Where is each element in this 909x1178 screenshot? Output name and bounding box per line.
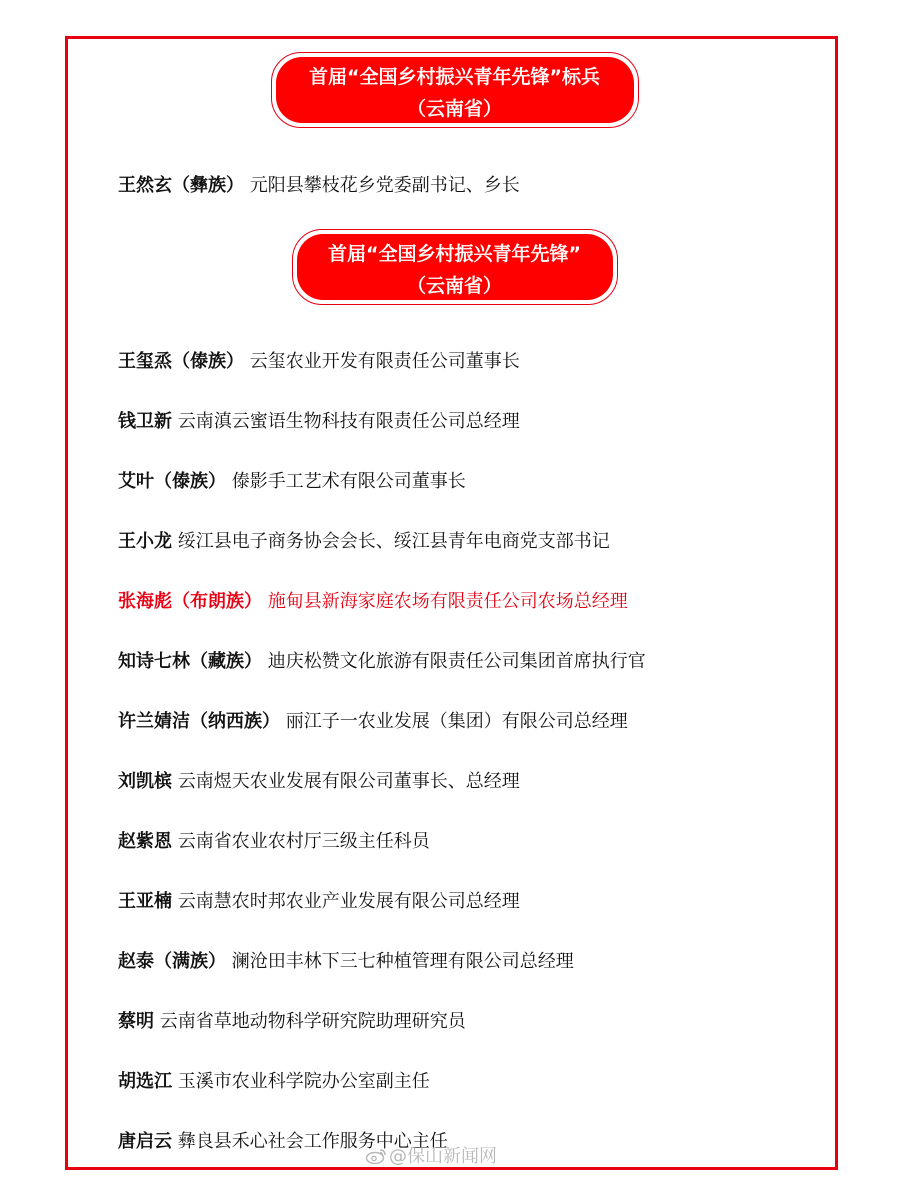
list-item [118, 530, 610, 554]
banner-biaobing-title: 首届“全国乡村振兴青年先锋”标兵 [309, 66, 600, 88]
person-name: 刘凯槟 [118, 771, 172, 792]
person-name: 赵泰（满族） [118, 951, 226, 972]
person-name: 王然玄（彝族） [118, 175, 244, 196]
person-name: 王小龙 [118, 531, 172, 552]
person-name: 蔡明 [118, 1011, 154, 1032]
list-item [118, 650, 646, 674]
person-title: 傣影手工艺术有限公司董事长 [231, 471, 466, 492]
person-title: 云南慧农时邦农业产业发展有限公司总经理 [177, 891, 520, 912]
person-title: 元阳县攀枝花乡党委副书记、乡长 [249, 175, 520, 196]
person-name: 胡选江 [118, 1071, 172, 1092]
person-title: 云玺农业开发有限责任公司董事长 [249, 351, 520, 372]
person-name: 知诗七林（藏族） [118, 651, 262, 672]
person-title: 绥江县电子商务协会会长、绥江县青年电商党支部书记 [177, 531, 610, 552]
person-title: 迪庆松赞文化旅游有限责任公司集团首席执行官 [267, 651, 646, 672]
banner-pioneers-subtitle: （云南省） [406, 275, 502, 297]
banner-biaobing-subtitle: （云南省） [406, 98, 502, 120]
list-item [118, 770, 520, 794]
person-title: 澜沧田丰林下三七种植管理有限公司总经理 [231, 951, 574, 972]
person-name: 唐启云 [118, 1131, 172, 1152]
list-item [118, 950, 574, 974]
person-title: 丽江子一农业发展（集团）有限公司总经理 [285, 711, 628, 732]
person-name: 艾叶（傣族） [118, 471, 226, 492]
list-item [118, 710, 628, 734]
banner-pioneers-title: 首届“全国乡村振兴青年先锋” [328, 243, 581, 265]
list-item [118, 1010, 466, 1034]
list-item [118, 350, 520, 374]
list-item [118, 1070, 430, 1094]
banner-biaobing [271, 52, 639, 128]
person-title: 云南省草地动物科学研究院助理研究员 [159, 1011, 466, 1032]
list-item [118, 410, 520, 434]
person-title: 彝良县禾心社会工作服务中心主任 [177, 1131, 448, 1152]
person-title: 云南煜天农业发展有限公司董事长、总经理 [177, 771, 520, 792]
list-item [118, 174, 520, 198]
weibo-icon [365, 1147, 387, 1163]
banner-biaobing-inner [276, 57, 634, 123]
list-item [118, 830, 430, 854]
person-title: 云南省农业农村厅三级主任科员 [177, 831, 430, 852]
banner-pioneers [292, 229, 618, 305]
person-name: 钱卫新 [118, 411, 172, 432]
watermark [365, 1145, 497, 1169]
person-name: 许兰婧洁（纳西族） [118, 711, 280, 732]
person-title: 施甸县新海家庭农场有限责任公司农场总经理 [267, 591, 628, 612]
person-name: 王亚楠 [118, 891, 172, 912]
list-item [118, 890, 520, 914]
list-item-highlighted [118, 590, 628, 614]
person-title: 玉溪市农业科学院办公室副主任 [177, 1071, 430, 1092]
person-title: 云南滇云蜜语生物科技有限责任公司总经理 [177, 411, 520, 432]
banner-pioneers-inner [297, 234, 613, 300]
list-item [118, 470, 466, 494]
person-name: 张海彪（布朗族） [118, 591, 262, 612]
person-name: 赵紫恩 [118, 831, 172, 852]
watermark-text: @保山新闻网 [389, 1146, 497, 1167]
person-name: 王玺烝（傣族） [118, 351, 244, 372]
